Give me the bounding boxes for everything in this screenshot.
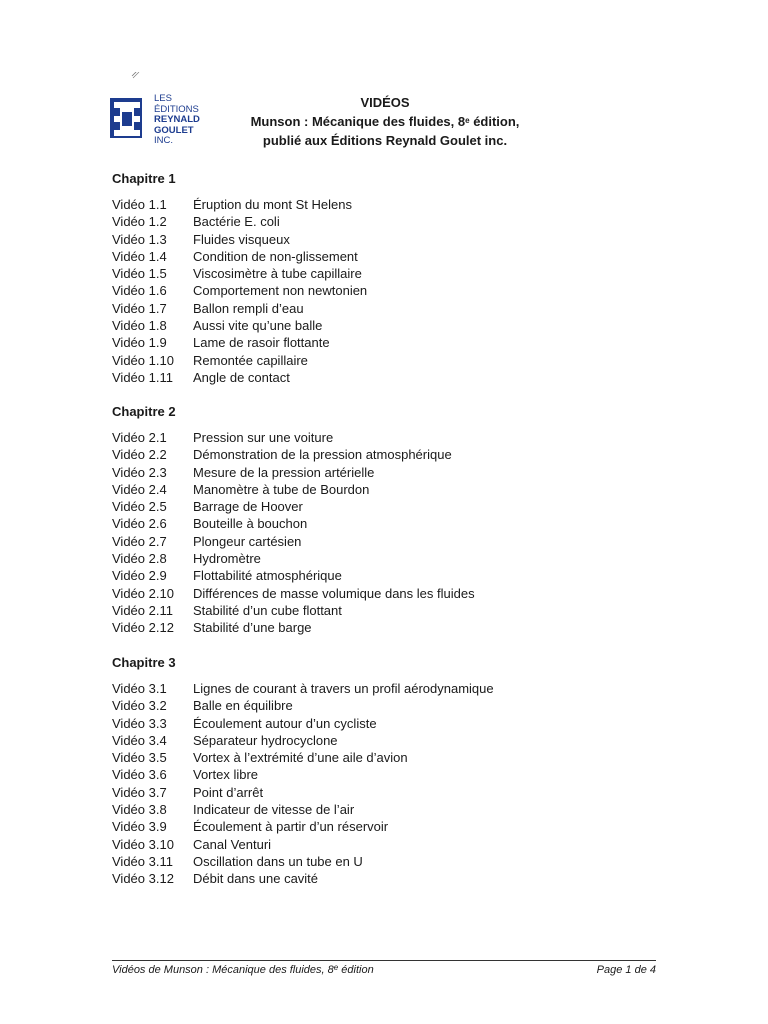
chapter-title: Chapitre 3 [112, 655, 176, 670]
header-publisher-line: publié aux Éditions Reynald Goulet inc. [262, 133, 508, 148]
video-title: Manomètre à tube de Bourdon [193, 481, 370, 497]
chapter-title: Chapitre 2 [112, 404, 176, 419]
video-row [112, 464, 475, 481]
video-row [112, 248, 367, 265]
video-number: Vidéo 2.6 [112, 516, 167, 532]
video-row [112, 853, 494, 870]
video-title: Stabilité d’une barge [193, 620, 312, 636]
video-number: Vidéo 3.3 [112, 715, 167, 731]
video-row [112, 334, 367, 351]
header-subtitle-text: Munson : Mécanique des fluides, 8 [250, 114, 466, 129]
video-title: Écoulement à partir d’un réservoir [193, 819, 389, 835]
logo-text-les: LES [154, 93, 172, 104]
video-number: Vidéo 3.9 [112, 819, 167, 835]
video-title: Mesure de la pression artérielle [193, 464, 375, 480]
logo-text-editions: ÉDITIONS [154, 103, 199, 115]
logo-wordmark [154, 94, 200, 147]
video-number: Vidéo 2.11 [112, 602, 173, 618]
header-subtitle [230, 112, 540, 131]
video-title: Pression sur une voiture [193, 430, 334, 445]
logo-text-goulet: GOULET [154, 124, 194, 136]
page-number: Page 1 de 4 [596, 964, 656, 976]
video-number: Vidéo 1.2 [112, 214, 167, 230]
video-title: Différences de masse volumique dans les fluides [193, 585, 475, 601]
video-title: Condition de non-glissement [193, 248, 358, 264]
video-row [112, 818, 494, 835]
video-row [112, 585, 475, 602]
video-title: Vortex libre [193, 767, 259, 783]
video-title: Stabilité d’un cube flottant [193, 602, 342, 618]
video-title: Aussi vite qu’une balle [193, 318, 323, 334]
video-row [112, 836, 494, 853]
logo-text-inc: INC. [154, 135, 173, 146]
video-row [112, 369, 367, 386]
video-title: Fluides visqueux [193, 231, 290, 247]
video-number: Vidéo 3.6 [112, 767, 167, 783]
video-row [112, 697, 494, 714]
chapter-title: Chapitre 1 [112, 171, 176, 186]
video-number: Vidéo 3.8 [112, 802, 167, 818]
video-number: Vidéo 3.12 [112, 871, 174, 887]
video-title: Bouteille à bouchon [193, 516, 308, 532]
video-number: Vidéo 2.5 [112, 499, 167, 515]
video-title: Plongeur cartésien [193, 533, 302, 549]
video-row [112, 801, 494, 818]
video-number: Vidéo 3.1 [112, 681, 167, 696]
video-number: Vidéo 1.6 [112, 283, 167, 299]
video-number: Vidéo 1.10 [112, 352, 174, 368]
logo-text-reynald: REYNALD [154, 114, 200, 125]
chapter-section [112, 654, 494, 888]
video-number: Vidéo 1.1 [112, 197, 167, 212]
video-row [112, 550, 475, 567]
video-title: Hydromètre [193, 551, 261, 567]
video-number: Vidéo 3.4 [112, 732, 167, 748]
video-number: Vidéo 1.7 [112, 300, 167, 316]
video-title: Lame de rasoir flottante [193, 335, 330, 351]
video-row [112, 749, 494, 766]
video-row [112, 680, 494, 697]
video-row [112, 732, 494, 749]
video-title: Barrage de Hoover [193, 499, 303, 515]
video-title: Balle en équilibre [193, 698, 293, 714]
video-number: Vidéo 2.3 [112, 464, 167, 480]
video-title: Ballon rempli d’eau [193, 300, 304, 316]
video-title: Démonstration de la pression atmosphérique [193, 447, 452, 463]
video-title: Lignes de courant à travers un profil aérodynamique [193, 681, 494, 696]
video-title: Comportement non newtonien [193, 283, 368, 299]
video-row [112, 300, 367, 317]
video-number: Vidéo 1.5 [112, 266, 167, 282]
header-subtitle-suffix: édition, [469, 114, 520, 129]
video-row [112, 446, 475, 463]
video-title: Bactérie E. coli [193, 214, 280, 230]
video-row [112, 784, 494, 801]
footer-title-suffix: édition [338, 964, 374, 976]
video-title: Point d’arrêt [193, 784, 264, 800]
footer-edition-superscript: e [333, 963, 339, 972]
video-row [112, 602, 475, 619]
video-title: Vortex à l’extrémité d’une aile d’avion [193, 750, 408, 766]
video-title: Éruption du mont St Helens [193, 197, 352, 212]
video-number: Vidéo 3.10 [112, 836, 174, 852]
video-number: Vidéo 3.2 [112, 698, 167, 714]
footer-title-text: Vidéos de Munson : Mécanique des fluides, 8 [112, 964, 334, 976]
video-row [112, 567, 475, 584]
video-row [112, 498, 475, 515]
video-title: Flottabilité atmosphérique [193, 568, 342, 584]
video-number: Vidéo 1.11 [112, 369, 173, 385]
header-edition-superscript: e [465, 116, 470, 125]
video-title: Indicateur de vitesse de l’air [193, 802, 355, 818]
video-title: Viscosimètre à tube capillaire [193, 266, 362, 282]
document-header [230, 93, 540, 150]
video-number: Vidéo 3.5 [112, 750, 167, 766]
video-number: Vidéo 2.10 [112, 585, 174, 601]
video-number: Vidéo 3.7 [112, 784, 167, 800]
video-row [112, 870, 494, 887]
page-footer [112, 960, 656, 976]
publisher-logo [108, 72, 208, 152]
video-number: Vidéo 2.4 [112, 481, 167, 497]
video-title: Débit dans une cavité [193, 871, 319, 887]
video-title: Oscillation dans un tube en U [193, 853, 363, 869]
chapter-section [112, 403, 475, 637]
video-number: Vidéo 1.3 [112, 231, 167, 247]
video-row [112, 265, 367, 282]
video-title: Écoulement autour d’un cycliste [193, 715, 377, 731]
video-number: Vidéo 3.11 [112, 853, 173, 869]
video-row [112, 766, 494, 783]
video-row [112, 231, 367, 248]
video-number: Vidéo 1.9 [112, 335, 167, 351]
video-number: Vidéo 2.8 [112, 551, 167, 567]
video-row [112, 619, 475, 636]
video-row [112, 429, 475, 446]
video-row [112, 317, 367, 334]
footer-title [112, 964, 374, 976]
video-row [112, 196, 367, 213]
video-title: Remontée capillaire [193, 352, 308, 368]
video-row [112, 715, 494, 732]
video-title: Canal Venturi [193, 836, 272, 852]
video-number: Vidéo 2.7 [112, 533, 167, 549]
video-number: Vidéo 1.4 [112, 248, 167, 264]
video-number: Vidéo 1.8 [112, 318, 167, 334]
video-row [112, 515, 475, 532]
video-row [112, 481, 475, 498]
video-title: Angle de contact [193, 369, 290, 385]
video-row [112, 282, 367, 299]
chapter-section [112, 170, 367, 386]
video-number: Vidéo 2.12 [112, 620, 174, 636]
video-row [112, 533, 475, 550]
video-row [112, 352, 367, 369]
video-row [112, 213, 367, 230]
video-number: Vidéo 2.2 [112, 447, 167, 463]
video-number: Vidéo 2.1 [112, 430, 167, 445]
video-title: Séparateur hydrocyclone [193, 732, 338, 748]
video-number: Vidéo 2.9 [112, 568, 167, 584]
header-title: VIDÉOS [360, 95, 410, 110]
